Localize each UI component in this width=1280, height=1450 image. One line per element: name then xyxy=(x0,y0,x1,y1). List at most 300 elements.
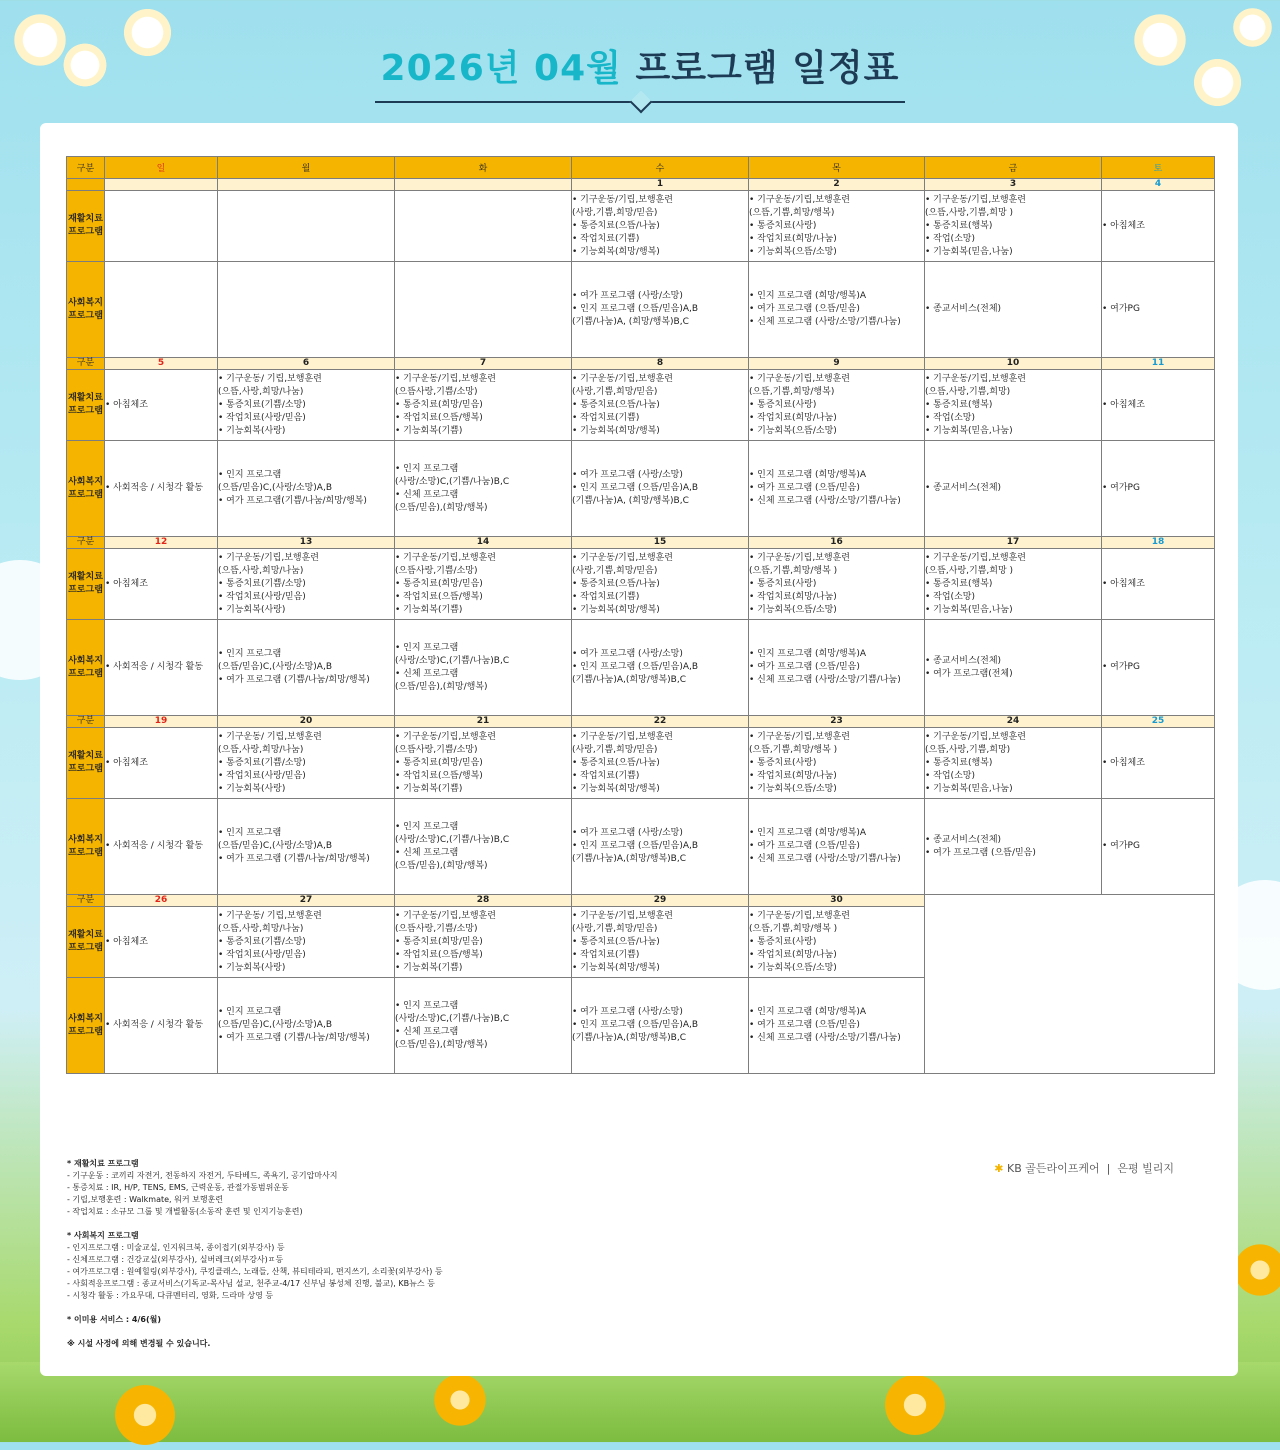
cell-line: (으뜸,기쁨,희망/행복 ) xyxy=(749,565,838,576)
empty-cell xyxy=(925,895,1215,1074)
day-number-row xyxy=(67,716,1215,728)
social-cell xyxy=(925,620,1102,716)
social-cell xyxy=(749,262,925,358)
cell-line: (으뜸,사랑,희망/나눔) xyxy=(218,386,304,397)
cell-line: • 인지 프로그램 (으뜸/믿음)A,B xyxy=(572,483,699,493)
cell-line: • 작업치료(으뜸/행복) xyxy=(395,770,483,781)
social-cell xyxy=(105,799,218,895)
cell-line: • 작업치료(으뜸/행복) xyxy=(395,949,483,960)
day-number: 19 xyxy=(105,716,218,728)
note-line: - 통증치료 : IR, H/P, TENS, EMS, 근력운동, 관절가동범위운동 xyxy=(67,1183,289,1192)
rehab-row xyxy=(67,549,1215,620)
social-cell xyxy=(1102,799,1215,895)
cell-line: • 기능회복(으뜸/소망) xyxy=(749,962,837,973)
day-number: 18 xyxy=(1102,537,1215,549)
note-line: - 작업치료 : 소규모 그룹 및 개별활동(소동작 훈련 및 인지기능훈련) xyxy=(67,1207,303,1216)
social-label xyxy=(67,441,105,537)
label-line: 프로그램 xyxy=(68,943,103,953)
cell-line: • 아침체조 xyxy=(105,578,148,589)
cell-line: • 신체 프로그램 xyxy=(395,668,459,679)
label-line: 재활치료 xyxy=(68,214,103,224)
cell-line: • 여가 프로그램 (으뜸/믿음) xyxy=(749,662,860,672)
cell-line: • 통증치료(으뜸/나눔) xyxy=(572,220,660,231)
cell-line: • 기구운동/기립,보행훈련 xyxy=(395,373,497,384)
rehab-row xyxy=(67,191,1215,262)
cell-line: (사랑/소망)C,(기쁨/나눔)B,C xyxy=(395,476,510,487)
day-number xyxy=(105,179,218,191)
cell-line: • 기능회복(희망/행복) xyxy=(572,962,660,973)
cell-line: (으뜸/믿음),(희망/행복) xyxy=(395,681,488,692)
social-cell xyxy=(572,441,749,537)
cell-line: • 기능회복(희망/행복) xyxy=(572,783,660,794)
cell-line: • 여가 프로그램 (사랑/소망) xyxy=(572,470,683,480)
cell-line: • 아침체조 xyxy=(105,757,148,768)
cell-line: (으뜸,기쁨,희망/행복 ) xyxy=(749,744,838,755)
rehab-cell xyxy=(395,728,572,799)
title-date: 2026년 04월 xyxy=(380,48,622,89)
yellow-flower xyxy=(880,1370,950,1440)
social-row xyxy=(67,262,1215,358)
cell-line: • 작업(소망) xyxy=(925,591,975,602)
label-line: 재활치료 xyxy=(68,751,103,761)
day-number xyxy=(395,179,572,191)
day-number: 21 xyxy=(395,716,572,728)
cell-line: • 기구운동/기립,보행훈련 xyxy=(395,910,497,921)
social-label xyxy=(67,262,105,358)
day-number: 29 xyxy=(572,895,749,907)
cell-line: (으뜸/믿음)C,(사랑/소망)A,B xyxy=(218,1020,332,1030)
label-line: 사회복지 xyxy=(68,476,103,487)
cell-line: • 기구운동/기립,보행훈련 xyxy=(218,552,320,563)
cell-line: • 기구운동/ 기립,보행훈련 xyxy=(218,910,322,921)
social-cell xyxy=(1102,441,1215,537)
cell-line: (사랑,기쁨,희망/믿음) xyxy=(572,923,658,934)
cell-line: • 통증치료(행복) xyxy=(925,757,993,768)
social-cell xyxy=(925,799,1102,895)
rehab-cell xyxy=(749,549,925,620)
day-number-row xyxy=(67,179,1215,191)
label-line: 프로그램 xyxy=(68,227,103,237)
rehab-cell xyxy=(218,191,395,262)
cell-line: • 기구운동/기립,보행훈련 xyxy=(572,194,674,205)
cell-line: • 여가 프로그램(기쁨/나눔/희망/행복) xyxy=(218,496,367,506)
cell-line: (기쁨/나눔)A,(희망/행복)B,C xyxy=(572,854,686,864)
social-cell xyxy=(395,620,572,716)
rehab-cell xyxy=(1102,191,1215,262)
rehab-cell xyxy=(572,549,749,620)
cell-line: • 여가 프로그램 (으뜸/믿음) xyxy=(749,841,860,851)
col-header-sunday: 일 xyxy=(105,157,218,179)
cell-line: • 통증치료(기쁨/소망) xyxy=(218,578,306,589)
gubun-label: 구분 xyxy=(67,895,105,907)
col-header-gubun: 구분 xyxy=(67,157,105,179)
cell-line: • 인지 프로그램 (희망/행복)A xyxy=(749,470,867,480)
social-cell xyxy=(572,978,749,1074)
rehab-label xyxy=(67,549,105,620)
cell-line: (으뜸,사랑,기쁨,희망 ) xyxy=(925,565,1014,576)
note-line: - 인지프로그램 : 미술교실, 인지워크북, 종이접기(외부강사) 등 xyxy=(67,1243,285,1252)
cell-line: • 기능회복(으뜸/소망) xyxy=(749,246,837,257)
cell-line: • 여가 프로그램 (기쁨/나눔/희망/행복) xyxy=(218,854,370,864)
cell-line: (사랑/소망)C,(기쁨/나눔)B,C xyxy=(395,655,510,666)
cell-line: • 작업치료(사랑/믿음) xyxy=(218,591,306,602)
cell-line: • 사회적응 / 시청각 활동 xyxy=(105,662,204,672)
rehab-cell xyxy=(749,370,925,441)
day-number: 20 xyxy=(218,716,395,728)
cell-line: (으뜸,사랑,기쁨,희망) xyxy=(925,386,1011,397)
cell-line: • 작업치료(기쁨) xyxy=(572,233,640,244)
label-line: 사회복지 xyxy=(68,297,103,308)
cell-line: (사랑/소망)C,(기쁨/나눔)B,C xyxy=(395,1013,510,1024)
cell-line: (으뜸,기쁨,희망/행복) xyxy=(749,207,835,218)
cell-line: • 여가 프로그램 (기쁨/나눔/희망/행복) xyxy=(218,675,370,685)
cell-line: • 기능회복(기쁨) xyxy=(395,604,463,615)
note-heading: ※ 시설 사정에 의해 변경될 수 있습니다. xyxy=(67,1339,211,1348)
cell-line: (으뜸,사랑,기쁨,희망) xyxy=(925,744,1011,755)
social-cell xyxy=(218,262,395,358)
cell-line: • 작업치료(희망/나눔) xyxy=(749,770,837,781)
day-number: 30 xyxy=(749,895,925,907)
rehab-cell xyxy=(218,370,395,441)
cell-line: • 인지 프로그램 xyxy=(218,470,282,480)
label-line: 프로그램 xyxy=(68,585,103,595)
day-number-row xyxy=(67,537,1215,549)
cell-line: • 통증치료(희망/믿음) xyxy=(395,936,483,947)
cell-line: (으뜸/믿음)C,(사랑/소망)A,B xyxy=(218,662,332,672)
cell-line: • 여가 프로그램 (사랑/소망) xyxy=(572,828,683,838)
col-header-saturday: 토 xyxy=(1102,157,1215,179)
header-row xyxy=(67,157,1215,179)
cell-line: • 작업치료(사랑/믿음) xyxy=(218,412,306,423)
day-number: 12 xyxy=(105,537,218,549)
day-number: 14 xyxy=(395,537,572,549)
cell-line: • 작업(소망) xyxy=(925,770,975,781)
rehab-cell xyxy=(572,370,749,441)
social-label xyxy=(67,620,105,716)
cell-line: • 기능회복(믿음,나눔) xyxy=(925,246,1013,257)
cell-line: • 기구운동/기립,보행훈련 xyxy=(925,194,1027,205)
cell-line: • 통증치료(행복) xyxy=(925,220,993,231)
cell-line: (기쁨/나눔)A, (희망/행복)B,C xyxy=(572,496,689,506)
note-line: - 여가프로그램 : 원예힐링(외부강사), 쿠킹클래스, 노래들, 산책, 뷰티테라피, 편지쓰기, 소리꽃(외부강사) 등 xyxy=(67,1267,443,1276)
cell-line: • 신체 프로그램 (사랑/소망/기쁨/나눔) xyxy=(749,854,901,864)
social-cell xyxy=(105,620,218,716)
cell-line: • 인지 프로그램 (희망/행복)A xyxy=(749,649,867,659)
note-line: - 기립,보행훈련 : Walkmate, 워커 보행훈련 xyxy=(67,1195,224,1204)
cell-line: • 통증치료(행복) xyxy=(925,399,993,410)
social-label xyxy=(67,799,105,895)
cell-line: • 여가 프로그램 (기쁨/나눔/희망/행복) xyxy=(218,1033,370,1043)
cell-line: • 인지 프로그램 (희망/행복)A xyxy=(749,828,867,838)
day-number: 8 xyxy=(572,358,749,370)
note-line: - 기구운동 : 코끼리 자전거, 전동하지 자전거, 두타베드, 족욕기, 공기압마사지 xyxy=(67,1171,338,1180)
cell-line: • 기구운동/기립,보행훈련 xyxy=(925,373,1027,384)
day-number: 24 xyxy=(925,716,1102,728)
day-number: 13 xyxy=(218,537,395,549)
cell-line: (사랑,기쁨,희망/믿음) xyxy=(572,565,658,576)
cell-line: • 작업치료(기쁨) xyxy=(572,591,640,602)
day-number: 26 xyxy=(105,895,218,907)
cell-line: • 여가PG xyxy=(1102,483,1140,493)
cell-line: • 기구운동/기립,보행훈련 xyxy=(395,731,497,742)
social-cell xyxy=(1102,262,1215,358)
cell-line: • 기능회복(기쁨) xyxy=(395,783,463,794)
cell-line: • 아침체조 xyxy=(1102,399,1145,410)
label-line: 사회복지 xyxy=(68,1013,103,1024)
note-line: - 시청각 활동 : 가요무대, 다큐멘터리, 영화, 드라마 상영 등 xyxy=(67,1291,274,1300)
rehab-cell xyxy=(749,728,925,799)
rehab-cell xyxy=(1102,549,1215,620)
cell-line: • 신체 프로그램 xyxy=(395,847,459,858)
cell-line: • 종교서비스(전체) xyxy=(925,834,1002,845)
cell-line: • 인지 프로그램 xyxy=(395,1000,459,1011)
label-line: 재활치료 xyxy=(68,393,103,403)
social-row xyxy=(67,441,1215,537)
cell-line: (으뜸/믿음),(희망/행복) xyxy=(395,1039,488,1050)
cell-line: • 통증치료(희망/믿음) xyxy=(395,399,483,410)
cell-line: • 작업(소망) xyxy=(925,233,975,244)
cell-line: • 기구운동/기립,보행훈련 xyxy=(572,910,674,921)
label-line: 프로그램 xyxy=(68,668,103,679)
cell-line: (으뜸사랑,기쁨/소망) xyxy=(395,386,478,397)
gubun-label: 구분 xyxy=(67,358,105,370)
cell-line: • 기구운동/기립,보행훈련 xyxy=(572,373,674,384)
cell-line: • 작업(소망) xyxy=(925,412,975,423)
cell-line: • 인지 프로그램 xyxy=(218,828,282,838)
label-line: 프로그램 xyxy=(68,1026,103,1037)
col-header-monday: 월 xyxy=(218,157,395,179)
social-cell xyxy=(105,262,218,358)
cell-line: • 통증치료(사랑) xyxy=(749,757,817,768)
schedule-table xyxy=(66,156,1215,1074)
cell-line: • 통증치료(사랑) xyxy=(749,578,817,589)
note-heading: * 사회복지 프로그램 xyxy=(67,1231,139,1240)
page-title xyxy=(375,40,906,103)
day-number: 7 xyxy=(395,358,572,370)
cell-line: • 작업치료(기쁨) xyxy=(572,412,640,423)
cell-line: • 여가PG xyxy=(1102,304,1140,314)
cell-line: • 여가PG xyxy=(1102,662,1140,672)
cell-line: • 인지 프로그램 xyxy=(395,821,459,832)
social-cell xyxy=(572,799,749,895)
cell-line: • 통증치료(기쁨/소망) xyxy=(218,399,306,410)
cell-line: • 기구운동/기립,보행훈련 xyxy=(749,731,851,742)
cell-line: • 기능회복(희망/행복) xyxy=(572,425,660,436)
day-number: 5 xyxy=(105,358,218,370)
cell-line: • 기능회복(사랑) xyxy=(218,962,286,973)
label-line: 재활치료 xyxy=(68,930,103,940)
cell-line: (으뜸,기쁨,희망/행복 ) xyxy=(749,923,838,934)
cell-line: • 기능회복(사랑) xyxy=(218,425,286,436)
rehab-row xyxy=(67,370,1215,441)
cell-line: (기쁨/나눔)A,(희망/행복)B,C xyxy=(572,675,686,685)
cell-line: • 기구운동/기립,보행훈련 xyxy=(572,552,674,563)
cell-line: • 작업치료(희망/나눔) xyxy=(749,591,837,602)
rehab-label xyxy=(67,907,105,978)
rehab-cell xyxy=(749,191,925,262)
label-line: 프로그램 xyxy=(68,406,103,416)
title-block xyxy=(0,40,1280,103)
rehab-cell xyxy=(105,191,218,262)
rehab-cell xyxy=(218,907,395,978)
cell-line: • 기구운동/기립,보행훈련 xyxy=(572,731,674,742)
day-number-row xyxy=(67,358,1215,370)
rehab-label xyxy=(67,191,105,262)
day-number xyxy=(218,179,395,191)
cell-line: (으뜸사랑,기쁨/소망) xyxy=(395,565,478,576)
cell-line: (사랑,기쁨,희망/믿음) xyxy=(572,386,658,397)
cell-line: • 기능회복(희망/행복) xyxy=(572,604,660,615)
social-cell xyxy=(925,262,1102,358)
day-number: 25 xyxy=(1102,716,1215,728)
cell-line: • 통증치료(행복) xyxy=(925,578,993,589)
social-cell xyxy=(749,978,925,1074)
cell-line: • 기능회복(믿음,나눔) xyxy=(925,425,1013,436)
cell-line: (으뜸,사랑,희망/나눔) xyxy=(218,744,304,755)
note-heading: * 재활치료 프로그램 xyxy=(67,1159,139,1168)
note-gap xyxy=(67,1218,443,1230)
day-number: 4 xyxy=(1102,179,1215,191)
day-number: 27 xyxy=(218,895,395,907)
cell-line: (으뜸,사랑,희망/나눔) xyxy=(218,565,304,576)
cell-line: (으뜸사랑,기쁨/소망) xyxy=(395,923,478,934)
cell-line: • 기능회복(믿음,나눔) xyxy=(925,604,1013,615)
cell-line: (기쁨/나눔)A, (희망/행복)B,C xyxy=(572,317,689,327)
social-cell xyxy=(395,262,572,358)
rehab-row xyxy=(67,728,1215,799)
cell-line: • 기능회복(으뜸/소망) xyxy=(749,425,837,436)
col-header-wednesday: 수 xyxy=(572,157,749,179)
cell-line: • 아침체조 xyxy=(105,936,148,947)
cell-line: • 통증치료(으뜸/나눔) xyxy=(572,578,660,589)
rehab-cell xyxy=(218,728,395,799)
cell-line: • 인지 프로그램 xyxy=(395,463,459,474)
cell-line: • 작업치료(희망/나눔) xyxy=(749,233,837,244)
cell-line: (사랑/소망)C,(기쁨/나눔)B,C xyxy=(395,834,510,845)
cell-line: • 인지 프로그램 (으뜸/믿음)A,B xyxy=(572,1020,699,1030)
cell-line: • 인지 프로그램 xyxy=(218,1007,282,1017)
cell-line: (으뜸/믿음),(희망/행복) xyxy=(395,860,488,871)
day-number: 16 xyxy=(749,537,925,549)
cell-line: • 인지 프로그램 (으뜸/믿음)A,B xyxy=(572,841,699,851)
col-header-friday: 금 xyxy=(925,157,1102,179)
label-line: 사회복지 xyxy=(68,655,103,666)
cell-line: (으뜸,사랑,기쁨,희망 ) xyxy=(925,207,1014,218)
schedule-card xyxy=(40,123,1238,1376)
brand-logo-text: KB 골든라이프케어 xyxy=(1007,1162,1100,1175)
cell-line: (으뜸,기쁨,희망/행복) xyxy=(749,386,835,397)
day-number: 1 xyxy=(572,179,749,191)
cell-line: • 여가 프로그램 (으뜸/믿음) xyxy=(749,1020,860,1030)
cell-line: • 기능회복(사랑) xyxy=(218,604,286,615)
cell-line: • 통증치료(희망/믿음) xyxy=(395,757,483,768)
social-cell xyxy=(395,799,572,895)
cell-line: • 기구운동/기립,보행훈련 xyxy=(749,373,851,384)
cell-line: • 기능회복(희망/행복) xyxy=(572,246,660,257)
day-number-row xyxy=(67,895,1215,907)
cell-line: • 작업치료(희망/나눔) xyxy=(749,949,837,960)
gubun-label: 구분 xyxy=(67,716,105,728)
day-number: 3 xyxy=(925,179,1102,191)
rehab-cell xyxy=(218,549,395,620)
title-text: 프로그램 일정표 xyxy=(635,48,900,89)
cell-line: • 여가 프로그램 (으뜸/믿음) xyxy=(749,483,860,493)
cell-line: (으뜸사랑,기쁨/소망) xyxy=(395,744,478,755)
cell-line: • 신체 프로그램 (사랑/소망/기쁨/나눔) xyxy=(749,317,901,327)
social-label xyxy=(67,978,105,1074)
cell-line: • 여가 프로그램 (사랑/소망) xyxy=(572,649,683,659)
social-cell xyxy=(1102,620,1215,716)
note-heading: * 이미용 서비스 : 4/6(월) xyxy=(67,1315,161,1324)
cell-line: • 인지 프로그램 (희망/행복)A xyxy=(749,291,867,301)
rehab-cell xyxy=(1102,370,1215,441)
cell-line: (으뜸/믿음)C,(사랑/소망)A,B xyxy=(218,483,332,493)
cell-line: • 아침체조 xyxy=(1102,757,1145,768)
cell-line: • 작업치료(사랑/믿음) xyxy=(218,949,306,960)
cell-line: • 기능회복(믿음,나눔) xyxy=(925,783,1013,794)
cell-line: • 아침체조 xyxy=(1102,578,1145,589)
day-number: 17 xyxy=(925,537,1102,549)
cell-line: • 작업치료(희망/나눔) xyxy=(749,412,837,423)
rehab-cell xyxy=(105,549,218,620)
col-header-thursday: 목 xyxy=(749,157,925,179)
cell-line: • 여가 프로그램 (사랑/소망) xyxy=(572,1007,683,1017)
cell-line: • 신체 프로그램 xyxy=(395,489,459,500)
social-cell xyxy=(105,978,218,1074)
cell-line: (사랑,기쁨,희망/믿음) xyxy=(572,207,658,218)
brand-footer xyxy=(994,1160,1174,1176)
day-number: 15 xyxy=(572,537,749,549)
cell-line: • 통증치료(기쁨/소망) xyxy=(218,757,306,768)
kb-logo-icon: ✱ xyxy=(994,1162,1004,1175)
rehab-cell xyxy=(105,907,218,978)
cell-line: • 사회적응 / 시청각 활동 xyxy=(105,1020,204,1030)
cell-line: • 인지 프로그램 xyxy=(395,642,459,653)
social-cell xyxy=(218,799,395,895)
cell-line: • 통증치료(사랑) xyxy=(749,220,817,231)
cell-line: • 여가 프로그램 (으뜸/믿음) xyxy=(749,304,860,314)
cell-line: • 신체 프로그램 (사랑/소망/기쁨/나눔) xyxy=(749,496,901,506)
cell-line: • 통증치료(기쁨/소망) xyxy=(218,936,306,947)
cell-line: • 종교서비스(전체) xyxy=(925,483,1002,493)
rehab-cell xyxy=(572,728,749,799)
social-cell xyxy=(749,799,925,895)
cell-line: • 통증치료(으뜸/나눔) xyxy=(572,399,660,410)
cell-line: • 종교서비스(전체) xyxy=(925,655,1002,666)
cell-line: • 신체 프로그램 (사랑/소망/기쁨/나눔) xyxy=(749,675,901,685)
day-number: 9 xyxy=(749,358,925,370)
cell-line: • 작업치료(으뜸/행복) xyxy=(395,591,483,602)
cell-line: (으뜸/믿음)C,(사랑/소망)A,B xyxy=(218,841,332,851)
rehab-cell xyxy=(395,549,572,620)
label-line: 재활치료 xyxy=(68,572,103,582)
social-cell xyxy=(925,441,1102,537)
cell-line: • 신체 프로그램 xyxy=(395,1026,459,1037)
cell-line: • 통증치료(으뜸/나눔) xyxy=(572,936,660,947)
cell-line: • 통증치료(사랑) xyxy=(749,399,817,410)
brand-separator: | xyxy=(1106,1162,1111,1175)
social-cell xyxy=(572,620,749,716)
rehab-cell xyxy=(1102,728,1215,799)
rehab-cell xyxy=(925,370,1102,441)
day-number: 11 xyxy=(1102,358,1215,370)
cell-line: • 인지 프로그램 (희망/행복)A xyxy=(749,1007,867,1017)
day-number: 22 xyxy=(572,716,749,728)
social-cell xyxy=(749,441,925,537)
cell-line: • 기능회복(으뜸/소망) xyxy=(749,604,837,615)
social-cell xyxy=(572,262,749,358)
cell-line: • 신체 프로그램 (사랑/소망/기쁨/나눔) xyxy=(749,1033,901,1043)
